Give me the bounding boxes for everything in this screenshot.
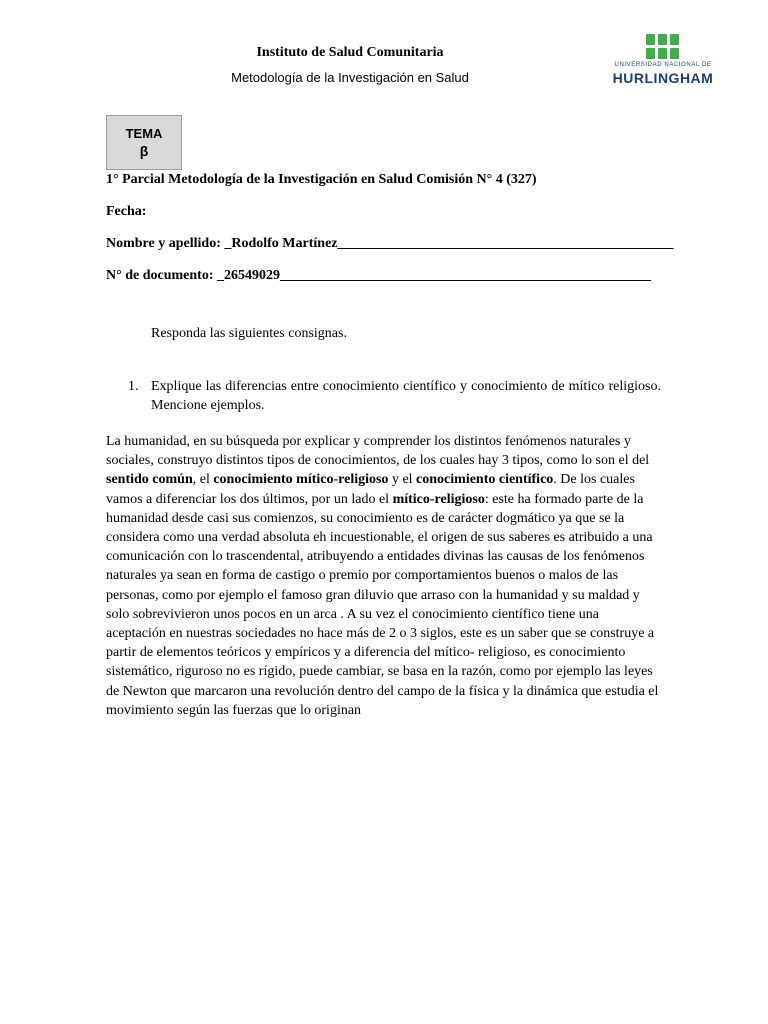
question-number: 1. [128, 379, 139, 394]
instructions: Responda las siguientes consignas. [151, 326, 347, 341]
university-logo [608, 34, 718, 90]
tema-value: β [139, 143, 149, 159]
document-line: N° de documento: _26549029_____________________________________________________ [106, 268, 651, 283]
question-text: Explique las diferencias entre conocimiento científico y conocimiento de mítico religioso. Mencione ejemplos. [151, 379, 661, 413]
logo-university-name: HURLINGHAM [612, 70, 714, 86]
answer-text-4: . De los cuales vamos a diferenciar los dos últimos, por un lado el [106, 472, 635, 507]
logo-mark-icon [646, 34, 680, 60]
logo-university-label: UNIVERSIDAD NACIONAL DE [614, 62, 712, 68]
answer-text-3: y el [388, 472, 417, 488]
institute-title: Instituto de Salud Comunitaria [256, 45, 444, 60]
subject-title: Metodología de la Investigación en Salud [231, 70, 469, 85]
exam-title: 1° Parcial Metodología de la Investigación en Salud Comisión N° 4 (327) [106, 172, 537, 187]
date-label: Fecha: [106, 204, 147, 219]
answer-bold-mitico-religioso-2: mítico-religioso [392, 491, 485, 507]
tema-box [106, 115, 182, 170]
answer-paragraph [106, 432, 662, 720]
answer-text-1: La humanidad, en su búsqueda por explicar y comprender los distintos fenómenos naturales y sociales, construyo distintos tipos de conocimientos, de los cuales hay 3 tipos, como lo son el del [106, 434, 650, 469]
tema-label: TEMA [125, 126, 163, 141]
answer-bold-cientifico: conocimiento científico [416, 472, 554, 488]
answer-text-5: : este ha formado parte de la humanidad desde casi sus comienzos, su conocimiento es de carácter dogmático ya que se la considera como una verdad absoluta eh incuestionable, el origen de sus saberes es atribuido a una comunicación con lo trascendental, atribuyendo a entidades divinas las causas de los fenómenos naturales ya sean en forma de castigo o premio por comportamientos buenos o malos de las personas, como por ejemplo el famoso gran diluvio que arraso con la humanidad y su maldad y solo sobrevivieron unos pocos en un arca . A su vez el conocimiento científico tiene una aceptación en nuestras sociedades no hace más de 2 o 3 siglos, este es un saber que se construye a partir de elementos teóricos y empíricos y a diferencia del mítico- religioso, es conocimiento sistemático, riguroso no es rígido, puede cambiar, se basa en la razón, como por ejemplo las leyes de Newton que marcaron una revolución dentro del campo de la física y la dinámica que estudia el movimiento según las fuerzas que lo originan [106, 491, 659, 718]
question-1 [128, 377, 661, 415]
name-line: Nombre y apellido: _Rodolfo Martínez________________________________________________ [106, 236, 674, 251]
answer-text-2: , el [192, 472, 214, 488]
answer-bold-sentido-comun: sentido común [106, 472, 193, 488]
answer-bold-mitico-religioso: conocimiento mítico-religioso [213, 472, 389, 488]
